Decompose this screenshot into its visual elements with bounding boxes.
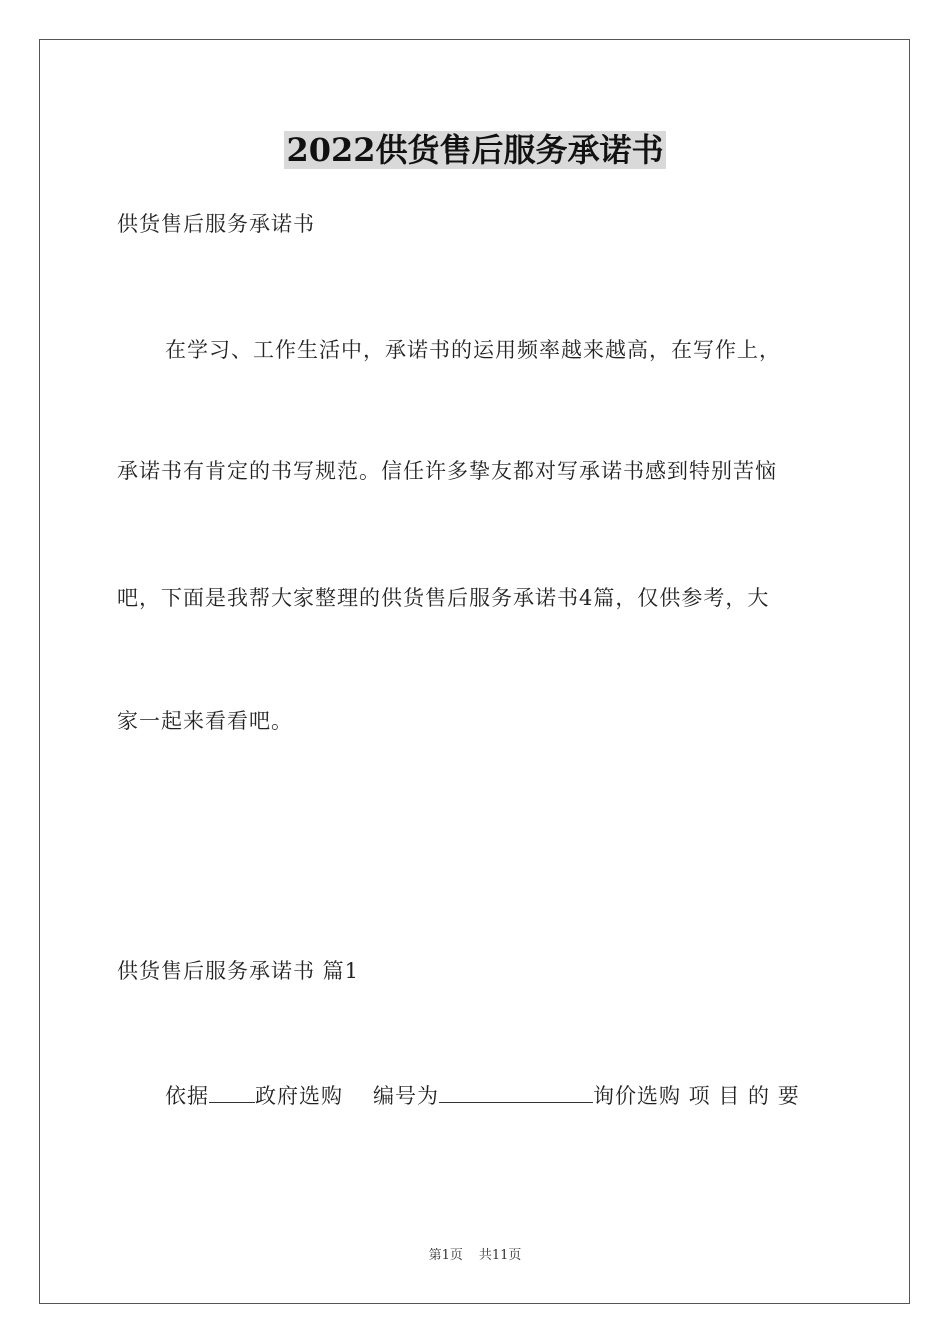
intro-line-4: 家一起来看看吧。 — [117, 709, 293, 733]
intro-line-2: 承诺书有肯定的书写规范。信任许多挚友都对写承诺书感到特别苦恼 — [117, 459, 777, 483]
body-text-government-purchase: 政府选购 — [255, 1084, 343, 1108]
body-text-inquiry: 询价选购 项 目 的 要 — [593, 1084, 800, 1108]
document-title — [0, 128, 950, 172]
intro-line-3: 吧，下面是我帮大家整理的供货售后服务承诺书4篇，仅供参考，大 — [117, 586, 770, 610]
intro-line-1: 在学习、工作生活中，承诺书的运用频率越来越高，在写作上， — [165, 338, 781, 362]
page-footer — [0, 1247, 950, 1265]
document-subtitle: 供货售后服务承诺书 — [117, 212, 315, 236]
blank-field-authority — [209, 1080, 255, 1103]
document-title-text: 2022供货售后服务承诺书 — [286, 131, 664, 169]
page-current: 第1页 — [428, 1248, 463, 1263]
section-heading: 供货售后服务承诺书 篇1 — [117, 959, 360, 983]
blank-field-number — [439, 1080, 593, 1103]
page-total: 共11页 — [478, 1248, 522, 1263]
body-line — [165, 1080, 837, 1111]
body-text-according: 依据 — [165, 1084, 209, 1108]
body-text-number-is: 编号为 — [373, 1084, 439, 1108]
